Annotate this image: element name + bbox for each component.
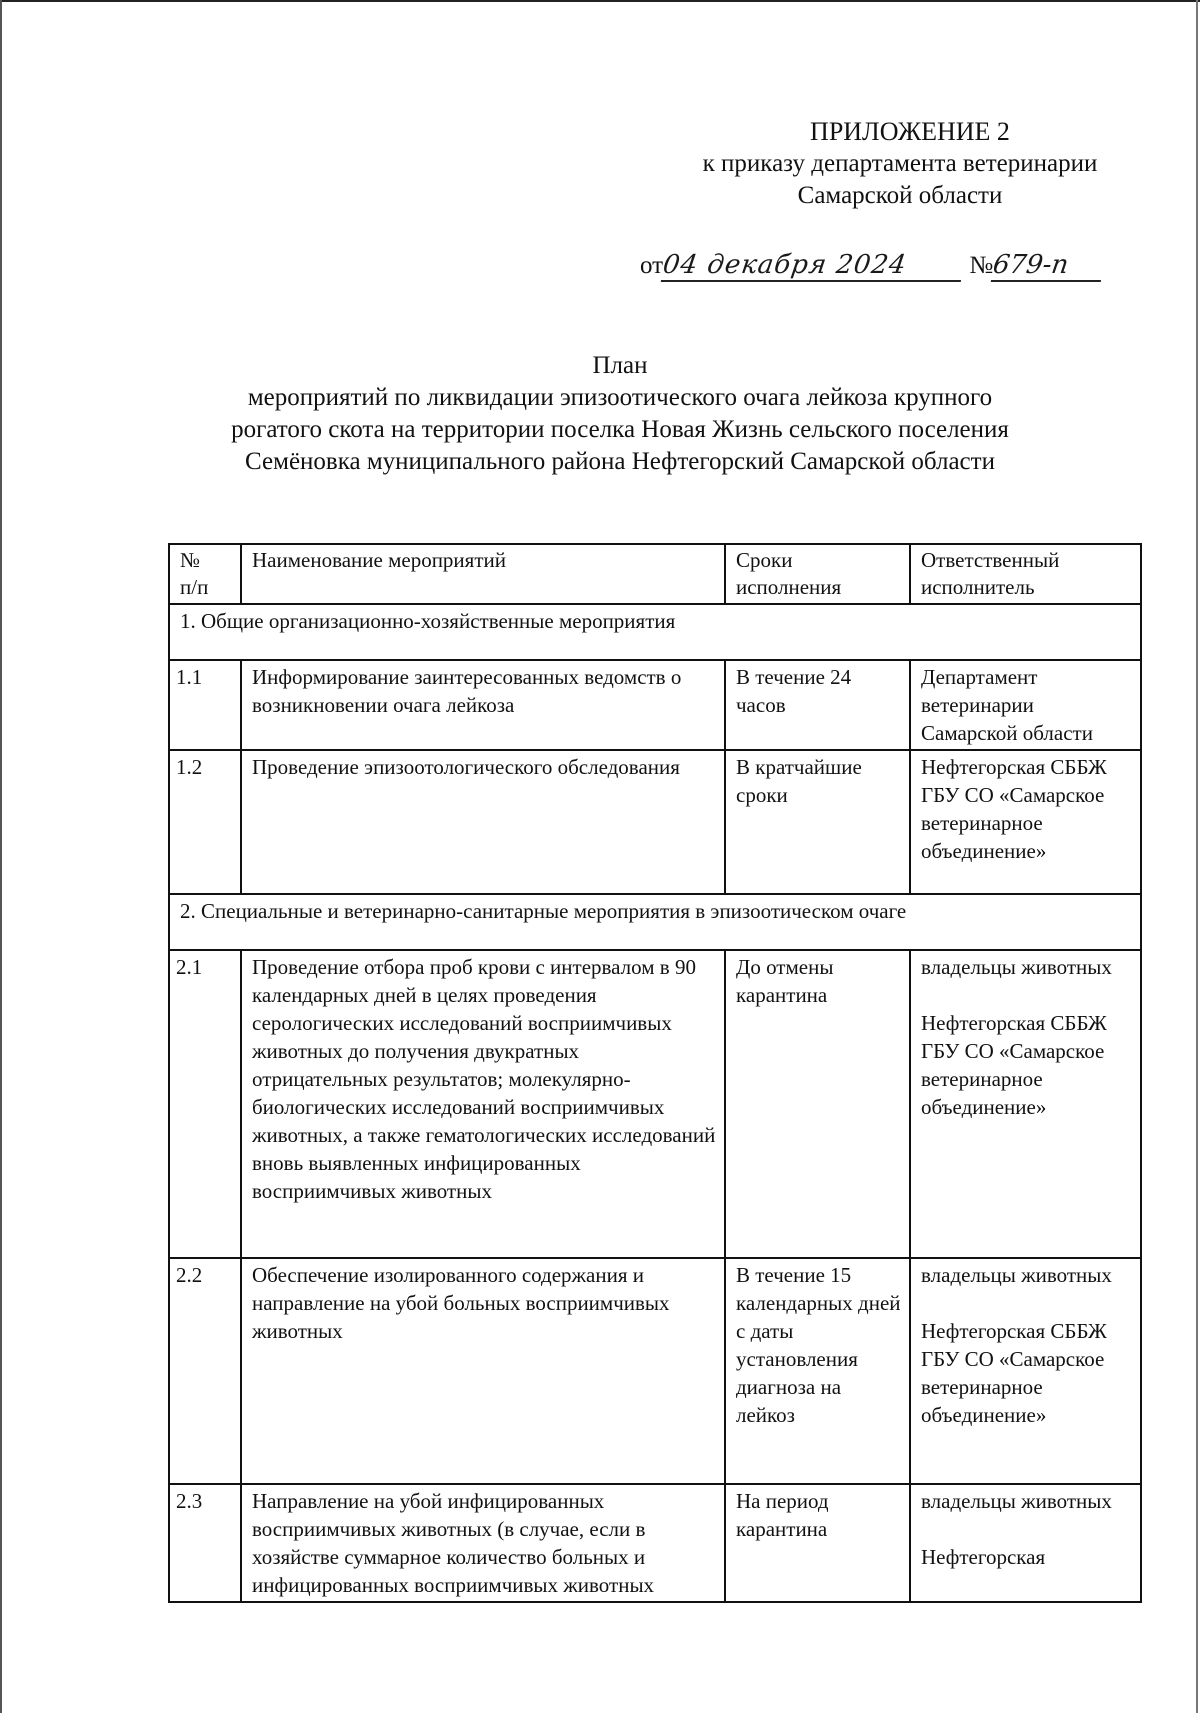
row-responsible: Департамент ветеринарии Самарской области <box>910 660 1141 750</box>
plan-subtitle-line2: рогатого скота на территории поселка Новая Жизнь сельского поселения <box>231 416 1009 443</box>
row-term: В кратчайшие сроки <box>725 750 910 894</box>
order-date-number-line <box>640 250 1140 282</box>
row-number: 1.1 <box>169 660 241 750</box>
responsible-owners: владельцы животных <box>921 1263 1112 1287</box>
row-number: 2.1 <box>169 950 241 1258</box>
row-responsible: Нефтегорская СББЖ ГБУ СО «Самарское ветеринарное объединение» <box>910 750 1141 894</box>
row-measure: Проведение эпизоотологического обследования <box>241 750 725 894</box>
responsible-gap <box>921 1289 1132 1317</box>
header-term-line1: Сроки <box>736 548 793 572</box>
row-measure: Направление на убой инфицированных восприимчивых животных (в случае, если в хозяйстве суммарное количество больных и инфицированных восприимчивых животных <box>241 1484 725 1602</box>
section-title-1: 1. Общие организационно-хозяйственные мероприятия <box>169 604 1141 660</box>
table-row <box>169 750 1141 894</box>
header-resp-line2: исполнитель <box>921 575 1035 599</box>
table-row <box>169 1258 1141 1484</box>
row-term: До отмены карантина <box>725 950 910 1258</box>
header-name: Наименование мероприятий <box>241 544 725 604</box>
row-term: На период карантина <box>725 1484 910 1602</box>
header-resp-line1: Ответственный <box>921 548 1060 572</box>
row-number: 2.2 <box>169 1258 241 1484</box>
order-date-handwritten: 04 декабря 2024 <box>661 250 965 282</box>
responsible-service: Нефтегорская СББЖ ГБУ СО «Самарское ветеринарное объединение» <box>921 1011 1107 1119</box>
appendix-title: ПРИЛОЖЕНИЕ 2 <box>810 117 1010 146</box>
plan-title: План <box>592 352 648 379</box>
order-number-handwritten: 679-п <box>991 250 1105 282</box>
header-num <box>169 544 241 604</box>
row-term: В течение 24 часов <box>725 660 910 750</box>
header-num-line2: п/п <box>180 575 209 599</box>
row-responsible <box>910 950 1141 1258</box>
header-resp <box>910 544 1141 604</box>
order-number-prefix: № <box>969 252 994 279</box>
scan-border-left <box>0 0 2 1713</box>
order-prefix: от <box>640 252 664 279</box>
table-row <box>169 1484 1141 1602</box>
responsible-owners: владельцы животных <box>921 955 1112 979</box>
appendix-block <box>650 116 1150 212</box>
row-responsible <box>910 1484 1141 1602</box>
responsible-service: Нефтегорская СББЖ ГБУ СО «Самарское ветеринарное объединение» <box>921 1319 1107 1427</box>
table-header-row <box>169 544 1141 604</box>
plan-subtitle-line3: Семёновка муниципального района Нефтегорский Самарской области <box>245 448 995 475</box>
responsible-owners: владельцы животных <box>921 1489 1112 1513</box>
section-row-1 <box>169 604 1141 660</box>
row-number: 1.2 <box>169 750 241 894</box>
row-term: В течение 15 календарных дней с даты установления диагноза на лейкоз <box>725 1258 910 1484</box>
scan-border-top <box>0 0 1200 2</box>
appendix-line-order: к приказу департамента ветеринарии <box>702 150 1098 177</box>
scan-border-right <box>1196 0 1198 1713</box>
table-row <box>169 950 1141 1258</box>
section-row-2 <box>169 894 1141 950</box>
row-responsible <box>910 1258 1141 1484</box>
header-num-line1: № <box>180 548 201 572</box>
responsible-service: Нефтегорская <box>921 1545 1046 1569</box>
measures-table <box>168 543 1142 1603</box>
plan-heading <box>120 350 1120 478</box>
row-number: 2.3 <box>169 1484 241 1602</box>
responsible-gap <box>921 981 1132 1009</box>
row-measure: Обеспечение изолированного содержания и направление на убой больных восприимчивых животных <box>241 1258 725 1484</box>
row-measure: Информирование заинтересованных ведомств о возникновении очага лейкоза <box>241 660 725 750</box>
section-title-2: 2. Специальные и ветеринарно-санитарные мероприятия в эпизоотическом очаге <box>169 894 1141 950</box>
header-term-line2: исполнения <box>736 575 842 599</box>
plan-subtitle-line1: мероприятий по ликвидации эпизоотического очага лейкоза крупного <box>247 384 993 411</box>
header-term <box>725 544 910 604</box>
appendix-line-region: Самарской области <box>797 182 1003 209</box>
responsible-gap <box>921 1515 1132 1543</box>
table-row <box>169 660 1141 750</box>
row-measure: Проведение отбора проб крови с интервалом в 90 календарных дней в целях проведения серологических исследований восприимчивых животных до получения двукратных отрицательных результатов; молекулярно-биологических исследований восприимчивых животных, а также гематологических исследований вновь выявленных инфицированных восприимчивых животных <box>241 950 725 1258</box>
